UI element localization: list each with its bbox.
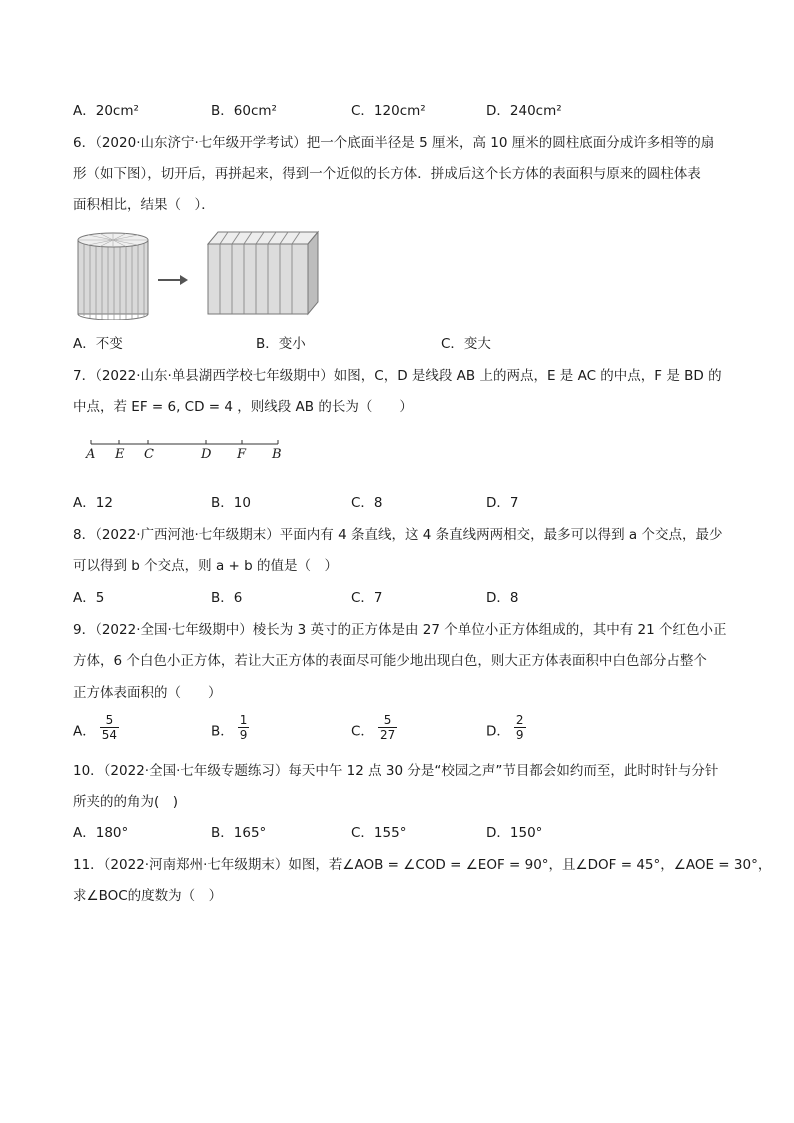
cylinder-figure <box>78 233 148 320</box>
q11-stem-line2: 求∠BOC的度数为（ ） <box>73 888 223 904</box>
q9-option-c-label: C． <box>351 723 374 740</box>
point-label-e: E <box>115 447 125 462</box>
q9-option-c-denominator: 27 <box>379 728 396 742</box>
q8-option-d[interactable]: D．8 <box>486 590 519 606</box>
q9-option-d[interactable] <box>486 713 526 742</box>
q9-option-a-label: A． <box>73 723 96 740</box>
q6-options <box>73 334 733 354</box>
q9-option-d-label: D． <box>486 723 510 740</box>
arrow-icon <box>158 275 188 285</box>
q10-option-a[interactable]: A．180° <box>73 825 129 841</box>
q10-option-d[interactable]: D．150° <box>486 825 543 841</box>
q5-option-a[interactable]: A．20cm² <box>73 103 139 119</box>
q10-option-c[interactable]: C．155° <box>351 825 407 841</box>
q10-option-b[interactable]: B．165° <box>211 825 267 841</box>
q9-options <box>73 713 733 742</box>
q7-stem-line2: 中点，若 EF = 6, CD = 4 ，则线段 AB 的长为（ ） <box>73 399 413 415</box>
q8-option-a[interactable]: A．5 <box>73 590 105 606</box>
q8-stem-line1: 8．（2022·广西河池·七年级期末）平面内有 4 条直线，这 4 条直线两两相交，最多可以得到 a 个交点，最少 <box>73 527 723 543</box>
q7-option-b[interactable]: B．10 <box>211 495 251 511</box>
q7-stem-line1: 7．（2022·山东·单县湖西学校七年级期中）如图，C，D 是线段 AB 上的两点，E 是 AC 的中点，F 是 BD 的 <box>73 368 722 384</box>
q10-stem-line2: 所夹的的角为( ) <box>73 794 179 810</box>
point-label-d: D <box>201 447 212 462</box>
q8-option-c[interactable]: C．7 <box>351 590 383 606</box>
q8-options <box>73 588 733 608</box>
q9-option-b[interactable] <box>211 713 249 742</box>
q9-stem-line2: 方体，6 个白色小正方体，若让大正方体的表面尽可能少地出现白色，则大正方体表面积中白色部分占整个 <box>73 653 707 669</box>
point-label-b: B <box>272 447 282 462</box>
cuboid-figure <box>208 232 318 314</box>
q9-option-d-numerator: 2 <box>515 713 524 727</box>
q6-stem-line2: 形（如下图），切开后，再拼起来，得到一个近似的长方体．拼成后这个长方体的表面积与原来的圆柱体表 <box>73 166 701 182</box>
q6-option-b[interactable]: B．变小 <box>256 336 306 352</box>
q9-option-c[interactable] <box>351 713 397 742</box>
q5-option-b[interactable]: B．60cm² <box>211 103 277 119</box>
q9-option-a-numerator: 5 <box>100 713 119 728</box>
q5-option-d[interactable]: D．240cm² <box>486 103 562 119</box>
q9-option-b-denominator: 9 <box>239 728 248 742</box>
q7-option-d[interactable]: D．7 <box>486 495 519 511</box>
q9-stem-line3: 正方体表面积的（ ） <box>73 685 222 701</box>
q6-stem-line3: 面积相比，结果（ ）． <box>73 197 215 213</box>
q6-option-a[interactable]: A．不变 <box>73 336 123 352</box>
q9-option-a[interactable] <box>73 713 119 742</box>
cylinder-to-cuboid-figure <box>74 228 324 320</box>
q7-option-a[interactable]: A．12 <box>73 495 113 511</box>
q8-stem-line2: 可以得到 b 个交点，则 a + b 的值是（ ） <box>73 558 338 574</box>
q7-option-c[interactable]: C．8 <box>351 495 383 511</box>
q10-options <box>73 823 733 843</box>
q9-option-b-label: B． <box>211 723 234 740</box>
q5-options <box>73 101 733 121</box>
q7-options <box>73 493 733 513</box>
q9-option-c-numerator: 5 <box>378 713 397 728</box>
q10-stem-line1: 10．（2022·全国·七年级专题练习）每天中午 12 点 30 分是“校园之声”节目都会如约而至，此时时针与分针 <box>73 763 719 779</box>
q6-option-c[interactable]: C．变大 <box>441 336 491 352</box>
q9-option-b-numerator: 1 <box>239 713 248 727</box>
point-label-c: C <box>144 447 154 462</box>
q9-option-d-denominator: 9 <box>515 728 524 742</box>
q11-stem-line1: 11．（2022·河南郑州·七年级期末）如图，若∠AOB = ∠COD = ∠EOF = 90°，且∠DOF = 45°，∠AOE = 30°， <box>73 857 772 873</box>
q9-stem-line1: 9．（2022·全国·七年级期中）棱长为 3 英寸的正方体是由 27 个单位小正方体组成的，其中有 21 个红色小正 <box>73 622 727 638</box>
q8-option-b[interactable]: B．6 <box>211 590 243 606</box>
q6-stem-line1: 6．（2020·山东济宁·七年级开学考试）把一个底面半径是 5 厘米，高 10 厘米的圆柱底面分成许多相等的扇 <box>73 135 715 151</box>
point-label-f: F <box>237 447 247 462</box>
point-label-a: A <box>86 447 96 462</box>
q5-option-c[interactable]: C．120cm² <box>351 103 426 119</box>
q9-option-a-denominator: 54 <box>101 728 118 742</box>
